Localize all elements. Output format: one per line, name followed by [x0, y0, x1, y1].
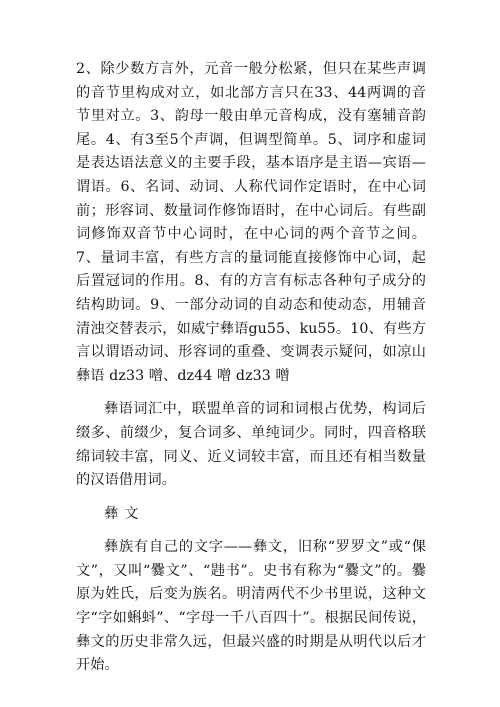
paragraph-gap	[76, 526, 426, 536]
body-paragraph-phonology-grammar: 2、除少数方言外，元音一般分松紧，但只在某些声调的音节里构成对立，如北部方言只在33、44两调的音节里对立。3、韵母一般由单元音构成，没有塞辅音韵尾。4、有3至5个声调，但调型简单。5、词序和虚词是表达语法意义的主要手段，基本语序是主语—宾语—谓语。6、名词、动词、人称代词作定语时，在中心词前；形容词、数量词作修饰语时，在中心词后。有些副词修饰双音节中心词时，在中心词的两个音节之间。7、量词丰富，有些方言的量词能直接修饰中心词，起后置冠词的作用。8、有的方言有标志各种句子成分的结构助词。9、一部分动词的自动态和使动态，用辅音清浊交替表示，如威宁彝语gu55、ku55。10、有些方言以谓语动词、形容词的重叠、变调表示疑问，如凉山彝语 dz33 噌、dz44 噌 dz33 噌	[76, 61, 426, 384]
section-heading-yi-script: 彝文	[104, 505, 145, 522]
body-paragraph-vocabulary: 彝语词汇中，联盟单音的词和词根占优势，构词后缀多、前缀少，复合词多、单纯词少。同时，四音格联绵词较丰富，同义、近义词较丰富，而且还有相当数量的汉语借用词。	[76, 401, 426, 489]
document-page	[76, 58, 426, 678]
paragraph-gap	[76, 493, 426, 503]
body-paragraph-yi-script: 彝族有自己的文字——彝文，旧称“罗罗文”或“倮文”，又叫“爨文”、“韪书”。史书有称为“爨文”的。爨原为姓氏，后变为族名。明清两代不少书里说，这种文字“字如蝌蚪”、“字母一千八百四十”。根据民间传说，彝文的历史非常久远，但最兴盛的时期是从明代以后才开始。	[76, 539, 426, 674]
paragraph-gap	[76, 388, 426, 398]
